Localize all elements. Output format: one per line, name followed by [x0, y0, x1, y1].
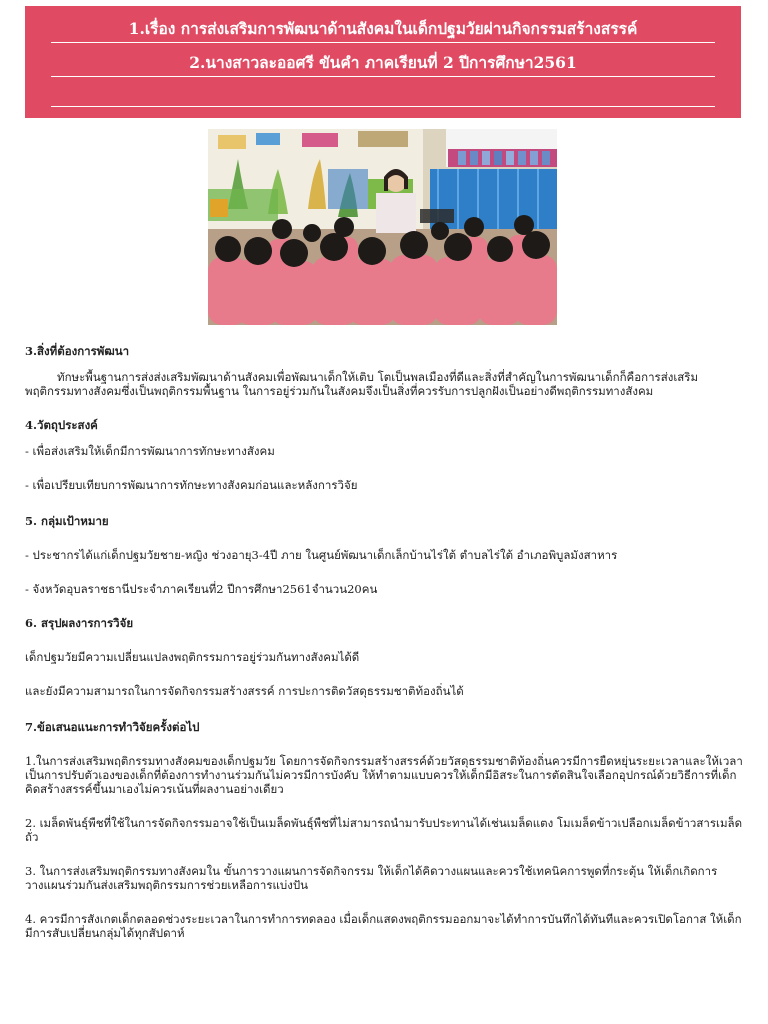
result-item: และยังมีความสามารถในการจัดกิจกรรมสร้างสรรค์ การปะการติดวัสดุธรรมชาติท้องถิ่นได้ — [25, 684, 464, 698]
banner-divider — [51, 106, 715, 107]
document-title: 1.เรื่อง การส่งเสริมการพัฒนาด้านสังคมในเด็กปฐมวัยผ่านกิจกรรมสร้างสรรค์ — [128, 19, 638, 38]
author-line: 2.นางสาวละออศรี ขันคำ ภาคเรียนที่ 2 ปีการศึกษา2561 — [189, 53, 577, 72]
banner-divider — [51, 42, 715, 43]
document-body — [25, 336, 743, 940]
target-item: - ประชากรได้แก่เด็กปฐมวัยชาย-หญิง ช่วงอายุ3-4ปี ภาย ในศูนย์พัฒนาเด็กเล็กบ้านไร่ใต้ ตำบลไร่ใต้ อำเภอพิบูลมังสาหาร — [25, 548, 618, 562]
recommendation-item: 1.ในการส่งเสริมพฤติกรรมทางสังคมของเด็กปฐมวัย โดยการจัดกิจกรรมสร้างสรรค์ด้วยวัสดุธรรมชาติท้องถิ่นควรมีการยืดหยุ่นระยะเวลาและให้เวลาเป็นการปรับตัวเองของเด็กที่ต้องการทำงานร่วมกันไม่ควรมีการบังคับ ให้ทำตามแบบควรให้เด็กมีอิสระในการตัดสินใจเลือกอุปกรณ์ด้วยวิธีการที่เด็กคิดสร้างสรรค์ขึ้นมาเองไม่ควรเน้นที่ผลงานอย่างเดียว — [25, 754, 743, 796]
problem-paragraph: ทักษะพื้นฐานการส่งส่งเสริมพัฒนาด้านสังคมเพื่อพัฒนาเด็กให้เติบ โตเป็นพลเมืองที่ดีและสิ่งที่สำคัญในการพัฒนาเด็กก็คือการส่งเสริมพฤติกรรมทางสังคมซึ่งเป็นพฤติกรรมพื้นฐาน ในการอยู่ร่วมกันในสังคมจึงเป็นสิ่งที่ควรรับการปลูกฝังเป็นอย่างดีพฤติกรรมทางสังคม — [25, 370, 699, 398]
recommendation-item: 3. ในการส่งเสริมพฤติกรรมทางสังคมใน ขั้นการวางแผนการจัดกิจกรรม ให้เด็กได้คิดวางแผนและควรใช้เทคนิคการพูดที่กระตุ้น ให้เด็กเกิดการวางแผนร่วมกันส่งเสริมพฤติกรรมการช่วยเหลือการแบ่งปัน — [25, 864, 718, 892]
target-item: - จังหวัดอุบลราชธานีประจำภาคเรียนที่2 ปีการศึกษา2561จำนวน20คน — [25, 582, 378, 596]
recommendation-item: 4. ควรมีการสังเกตเด็กตลอดช่วงระยะเวลาในการทำการทดลอง เมื่อเด็กแสดงพฤติกรรมออกมาจะได้ทำการบันทึกได้ทันทีและควรเปิดโอกาส ให้เด็กมีการสับเปลี่ยนกลุ่มได้ทุกสัปดาห์ — [25, 912, 742, 940]
recommendation-item: 2. เมล็ดพันธุ์พืชที่ใช้ในการจัดกิจกรรมอาจใช้เป็นเมล็ดพันธุ์พืชที่ไม่สามารถนำมารับประทานได้เช่นเมล็ดแตง โมเมล็ดข้าวเปลือกเมล็ดข้าวสารเมล็ดถั่ว — [25, 816, 743, 844]
classroom-photo — [208, 129, 557, 325]
banner-divider — [51, 76, 715, 77]
section-heading-target: 5. กลุ่มเป้าหมาย — [25, 514, 109, 528]
section-heading-recommendations: 7.ข้อเสนอแนะการทำวิจัยครั้งต่อไป — [25, 720, 200, 734]
result-item: เด็กปฐมวัยมีความเปลี่ยนแปลงพฤติกรรมการอยู่ร่วมกันทางสังคมได้ดี — [25, 650, 360, 664]
section-heading-results: 6. สรุปผลงารการวิจัย — [25, 616, 134, 630]
section-heading-objectives: 4.วัตถุประสงค์ — [25, 418, 98, 432]
objective-item: - เพื่อเปรียบเทียบการพัฒนาการทักษะทางสังคมก่อนและหลังการวิจัย — [25, 478, 358, 492]
section-heading-problem: 3.สิ่งที่ต้องการพัฒนา — [25, 344, 130, 358]
objective-item: - เพื่อส่งเสริมให้เด็กมีการพัฒนาการทักษะทางสังคม — [25, 444, 275, 458]
title-banner — [25, 6, 741, 118]
